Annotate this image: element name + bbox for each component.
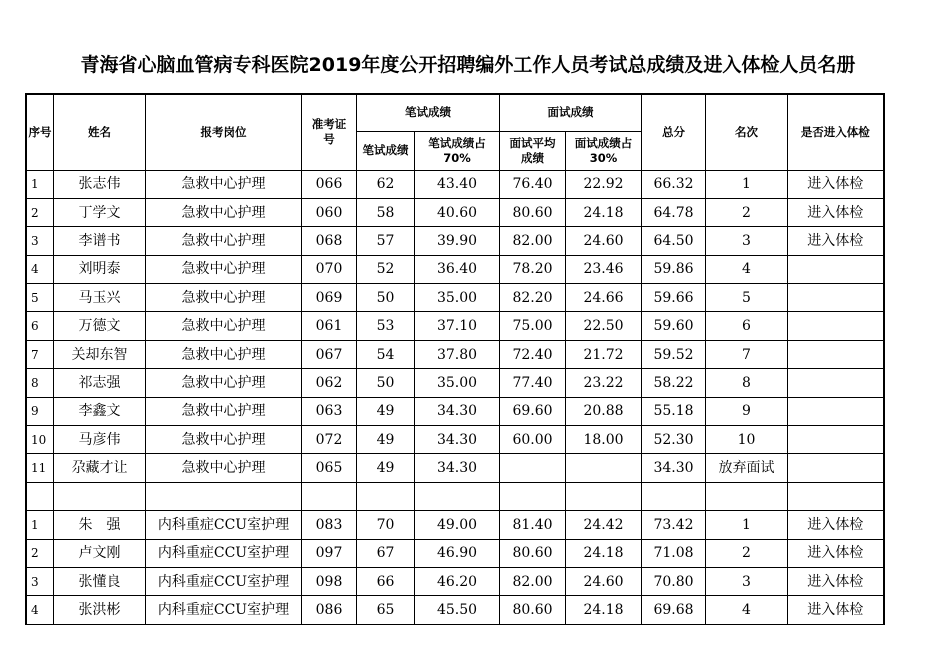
row-position: 急救中心护理 [146,170,302,198]
row-total: 64.50 [642,227,706,255]
row-interview-30: 24.60 [566,567,642,595]
row-interview-avg [500,454,566,482]
row-name: 刘明泰 [54,255,146,283]
row-position: 内科重症CCU室护理 [146,596,302,624]
row-seq: 8 [26,369,54,397]
row-rank: 放弃面试 [706,454,788,482]
table-row [26,567,884,595]
row-seq: 5 [26,284,54,312]
row-interview-30: 24.18 [566,198,642,226]
header-ticket: 准考证号 [302,94,357,170]
row-ticket: 070 [302,255,357,283]
blank-cell [566,482,642,510]
row-written-70: 34.30 [415,397,500,425]
row-rank: 1 [706,170,788,198]
row-seq: 4 [26,255,54,283]
table-row [26,227,884,255]
row-interview-avg: 81.40 [500,511,566,539]
blank-cell [146,482,302,510]
row-interview-30: 20.88 [566,397,642,425]
row-interview-avg: 80.60 [500,539,566,567]
row-written-70: 34.30 [415,454,500,482]
table-row [26,397,884,425]
row-exam: 进入体检 [788,170,884,198]
row-rank: 2 [706,539,788,567]
row-rank: 7 [706,340,788,368]
blank-cell [706,482,788,510]
row-rank: 5 [706,284,788,312]
row-interview-avg: 80.60 [500,198,566,226]
row-interview-avg: 75.00 [500,312,566,340]
row-written-70: 46.20 [415,567,500,595]
row-position: 急救中心护理 [146,340,302,368]
row-seq: 4 [26,596,54,624]
table-row [26,312,884,340]
row-ticket: 068 [302,227,357,255]
row-rank: 4 [706,596,788,624]
row-position: 内科重症CCU室护理 [146,539,302,567]
row-written: 66 [357,567,415,595]
row-written: 52 [357,255,415,283]
row-total: 58.22 [642,369,706,397]
row-written: 49 [357,426,415,454]
row-interview-30: 18.00 [566,426,642,454]
row-interview-30: 24.60 [566,227,642,255]
header-name: 姓名 [54,94,146,170]
row-interview-avg: 69.60 [500,397,566,425]
row-seq: 2 [26,539,54,567]
blank-cell [54,482,146,510]
row-total: 69.68 [642,596,706,624]
row-name: 马彦伟 [54,426,146,454]
row-exam [788,454,884,482]
row-ticket: 066 [302,170,357,198]
header-interview-group: 面试成绩 [500,94,642,131]
row-rank: 8 [706,369,788,397]
row-ticket: 060 [302,198,357,226]
row-written: 54 [357,340,415,368]
row-seq: 11 [26,454,54,482]
row-interview-avg: 60.00 [500,426,566,454]
row-interview-avg: 78.20 [500,255,566,283]
row-written: 62 [357,170,415,198]
row-seq: 2 [26,198,54,226]
document-title: 青海省心脑血管病专科医院2019年度公开招聘编外工作人员考试总成绩及进入体检人员名册 [80,54,856,76]
row-name: 丁学文 [54,198,146,226]
table-row [26,426,884,454]
row-position: 急救中心护理 [146,227,302,255]
header-rank: 名次 [706,94,788,170]
row-ticket: 072 [302,426,357,454]
row-interview-avg: 72.40 [500,340,566,368]
row-rank: 2 [706,198,788,226]
row-written-70: 37.10 [415,312,500,340]
row-total: 59.66 [642,284,706,312]
row-seq: 1 [26,511,54,539]
row-interview-avg: 80.60 [500,596,566,624]
table-row [26,596,884,624]
blank-cell [642,482,706,510]
row-seq: 7 [26,340,54,368]
header-written-group: 笔试成绩 [357,94,500,131]
row-total: 59.60 [642,312,706,340]
header-position: 报考岗位 [146,94,302,170]
row-ticket: 067 [302,340,357,368]
row-written-70: 35.00 [415,284,500,312]
row-exam: 进入体检 [788,596,884,624]
row-exam [788,255,884,283]
row-name: 卢文刚 [54,539,146,567]
row-exam [788,340,884,368]
row-position: 急救中心护理 [146,255,302,283]
table-row [26,539,884,567]
row-ticket: 061 [302,312,357,340]
row-exam [788,397,884,425]
row-name: 张洪彬 [54,596,146,624]
row-exam: 进入体检 [788,511,884,539]
row-interview-30 [566,454,642,482]
row-rank: 6 [706,312,788,340]
row-rank: 9 [706,397,788,425]
row-interview-30: 24.18 [566,596,642,624]
row-interview-30: 22.92 [566,170,642,198]
row-ticket: 083 [302,511,357,539]
blank-cell [26,482,54,510]
table-row [26,454,884,482]
row-written-70: 34.30 [415,426,500,454]
table-row [26,511,884,539]
blank-cell [500,482,566,510]
row-exam: 进入体检 [788,227,884,255]
row-rank: 10 [706,426,788,454]
row-total: 70.80 [642,567,706,595]
row-written-70: 49.00 [415,511,500,539]
row-interview-30: 24.42 [566,511,642,539]
row-total: 52.30 [642,426,706,454]
table-row [26,170,884,198]
row-name: 马玉兴 [54,284,146,312]
row-seq: 6 [26,312,54,340]
row-total: 71.08 [642,539,706,567]
row-total: 59.52 [642,340,706,368]
row-written-70: 39.90 [415,227,500,255]
row-ticket: 062 [302,369,357,397]
row-position: 内科重症CCU室护理 [146,567,302,595]
row-written: 50 [357,369,415,397]
row-exam [788,426,884,454]
row-ticket: 098 [302,567,357,595]
row-written-70: 46.90 [415,539,500,567]
row-written: 57 [357,227,415,255]
row-name: 尕藏才让 [54,454,146,482]
row-exam: 进入体检 [788,198,884,226]
row-name: 朱 强 [54,511,146,539]
row-written-70: 45.50 [415,596,500,624]
row-written-70: 37.80 [415,340,500,368]
row-total: 73.42 [642,511,706,539]
blank-cell [415,482,500,510]
row-written: 49 [357,454,415,482]
header-written-70: 笔试成绩占70% [415,131,500,170]
row-written: 67 [357,539,415,567]
row-seq: 10 [26,426,54,454]
row-exam: 进入体检 [788,539,884,567]
row-written: 70 [357,511,415,539]
row-position: 急救中心护理 [146,397,302,425]
row-written: 65 [357,596,415,624]
table-row [26,369,884,397]
blank-row [26,482,884,510]
row-position: 急救中心护理 [146,426,302,454]
row-interview-30: 23.46 [566,255,642,283]
row-name: 李鑫文 [54,397,146,425]
row-rank: 4 [706,255,788,283]
row-interview-30: 21.72 [566,340,642,368]
table-row [26,198,884,226]
row-interview-30: 24.66 [566,284,642,312]
row-total: 34.30 [642,454,706,482]
blank-cell [788,482,884,510]
row-seq: 9 [26,397,54,425]
header-exam: 是否进入体检 [788,94,884,170]
row-written: 50 [357,284,415,312]
row-exam [788,369,884,397]
row-position: 急救中心护理 [146,369,302,397]
blank-cell [302,482,357,510]
row-interview-avg: 82.20 [500,284,566,312]
row-name: 祁志强 [54,369,146,397]
row-ticket: 097 [302,539,357,567]
row-ticket: 063 [302,397,357,425]
row-total: 59.86 [642,255,706,283]
row-rank: 3 [706,567,788,595]
row-written-70: 35.00 [415,369,500,397]
row-written-70: 36.40 [415,255,500,283]
row-interview-avg: 82.00 [500,227,566,255]
row-position: 急救中心护理 [146,454,302,482]
row-seq: 3 [26,567,54,595]
header-written-score: 笔试成绩 [357,131,415,170]
row-ticket: 069 [302,284,357,312]
row-rank: 3 [706,227,788,255]
row-written: 58 [357,198,415,226]
row-seq: 1 [26,170,54,198]
row-interview-30: 23.22 [566,369,642,397]
row-name: 李谱书 [54,227,146,255]
row-interview-avg: 77.40 [500,369,566,397]
row-written-70: 40.60 [415,198,500,226]
header-total: 总分 [642,94,706,170]
row-ticket: 086 [302,596,357,624]
row-name: 张懂良 [54,567,146,595]
row-written-70: 43.40 [415,170,500,198]
row-position: 内科重症CCU室护理 [146,511,302,539]
row-position: 急救中心护理 [146,198,302,226]
blank-cell [357,482,415,510]
row-name: 张志伟 [54,170,146,198]
row-exam: 进入体检 [788,567,884,595]
row-interview-30: 24.18 [566,539,642,567]
row-rank: 1 [706,511,788,539]
row-total: 55.18 [642,397,706,425]
row-ticket: 065 [302,454,357,482]
header-interview-30: 面试成绩占30% [566,131,642,170]
row-interview-avg: 76.40 [500,170,566,198]
table-row [26,255,884,283]
row-exam [788,312,884,340]
row-position: 急救中心护理 [146,284,302,312]
row-written: 53 [357,312,415,340]
row-exam [788,284,884,312]
row-position: 急救中心护理 [146,312,302,340]
header-seq: 序号 [26,94,54,170]
row-seq: 3 [26,227,54,255]
row-interview-30: 22.50 [566,312,642,340]
header-interview-avg: 面试平均成绩 [500,131,566,170]
row-name: 关却东智 [54,340,146,368]
results-table [25,93,885,625]
row-interview-avg: 82.00 [500,567,566,595]
row-total: 66.32 [642,170,706,198]
row-written: 49 [357,397,415,425]
row-total: 64.78 [642,198,706,226]
table-row [26,340,884,368]
table-row [26,284,884,312]
row-name: 万德文 [54,312,146,340]
